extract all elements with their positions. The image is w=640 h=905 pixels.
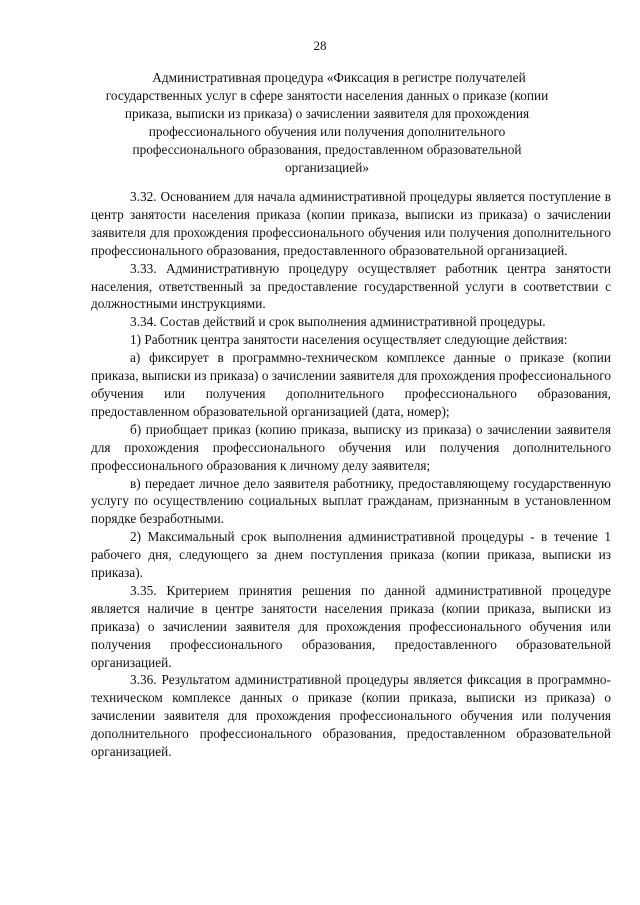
- paragraph-item-a: а) фиксирует в программно-техническом комплексе данные о приказе (копии приказа, выписки из приказа) о зачислении заявителя для прохождения профессионального обучения или получения дополнительного профессионального образования, предоставленном образовательной организацией (дата, номер);: [91, 350, 611, 419]
- document-body: [91, 188, 611, 761]
- paragraph-3-35: 3.35. Критерием принятия решения по данной административной процедуре является наличие в центре занятости населения приказа (копии приказа, выписки из приказа) о зачислении заявителя для прохождения профессионального обучения или получения профессионального образования, предоставленного образовательной организацией.: [91, 582, 611, 670]
- paragraph-3-33: 3.33. Административную процедуру осуществляет работник центра занятости населения, ответственный за предоставление государственной услуги в соответствии с должностными инструкциями.: [91, 260, 611, 312]
- paragraph-3-34: 3.34. Состав действий и срок выполнения административной процедуры.: [130, 314, 546, 330]
- paragraph-3-36: 3.36. Результатом административной процедуры является фиксация в программно-техническом комплексе данных о приказе (копии приказа, выписки из приказа) о зачислении заявителя для прохождения профессионального обучения или получения дополнительного профессионального образования, предоставленном образовательной организацией.: [91, 672, 611, 760]
- section-title-text: Административная процедура «Фиксация в регистре получателей государственных услуг в сфере занятости населения данных о приказе (копии приказа, выписки из приказа) о зачислении заявителя для прохождения профессионального обучения или получения дополнительного профессионального образования, предоставленном образовательной организацией»: [105, 70, 549, 175]
- paragraph-item-v: в) передает личное дело заявителя работнику, предоставляющему государственную услугу по осуществлению социальных выплат гражданам, признанным в установленном порядке безработными.: [91, 475, 611, 527]
- paragraph-item-2: 2) Максимальный срок выполнения административной процедуры - в течение 1 рабочего дня, следующего за днем поступления приказа (копии приказа, выписки из приказа).: [91, 529, 611, 581]
- page-number: 28: [313, 38, 327, 53]
- paragraph-item-b: б) приобщает приказ (копию приказа, выписку из приказа) о зачислении заявителя для прохождения профессионального обучения или получения дополнительного профессионального образования к личному делу заявителя;: [91, 421, 611, 473]
- section-title: [92, 69, 562, 177]
- paragraph-item-1: 1) Работник центра занятости населения осуществляет следующие действия:: [130, 332, 568, 348]
- paragraph-3-32: 3.32. Основанием для начала административной процедуры является поступление в центр занятости населения приказа (копии приказа, выписки из приказа) о зачислении заявителя для прохождения профессионального обучения или получения дополнительного профессионального образования, предоставленного образовательной организацией.: [91, 189, 611, 258]
